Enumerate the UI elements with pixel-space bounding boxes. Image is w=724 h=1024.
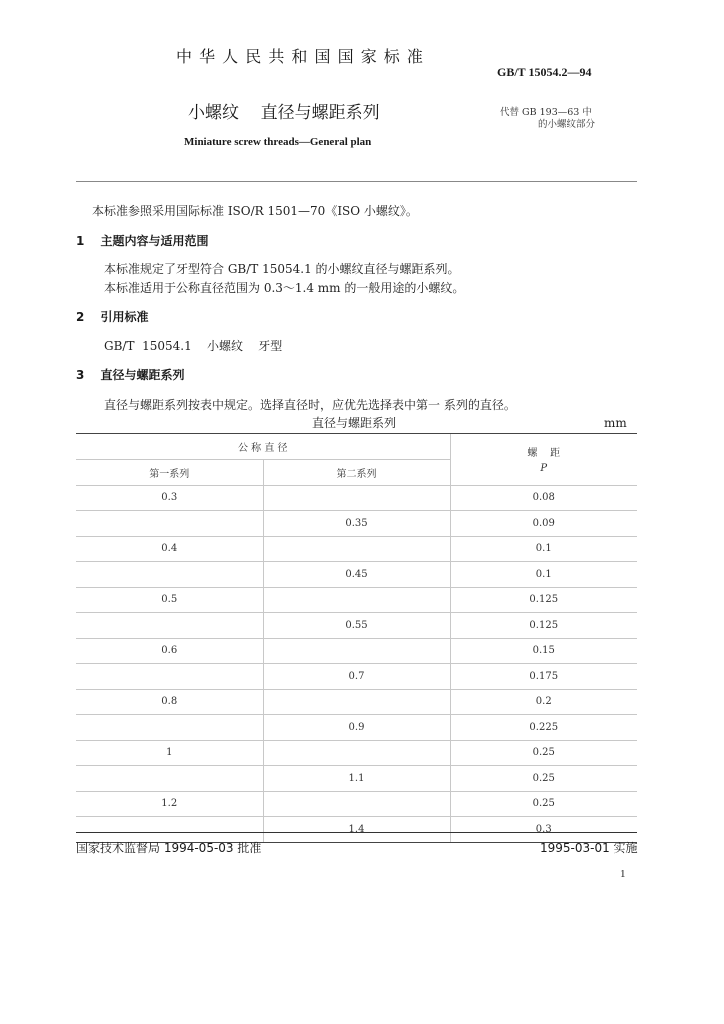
cell-pitch: 0.225	[450, 715, 637, 741]
section-3-paragraph-1: 直径与螺距系列按表中规定。选择直径时，应优先选择表中第一 系列的直径。	[104, 398, 516, 412]
section-2-number: 2	[76, 310, 85, 324]
cell-pitch: 0.175	[450, 664, 637, 690]
replaces-note-line1: 代替 GB 193—63 中	[500, 107, 592, 118]
replaces-note	[500, 107, 595, 131]
table-header-series2: 第二系列	[263, 460, 450, 486]
table-row	[76, 715, 637, 741]
cell-series2	[263, 587, 450, 613]
cell-series1	[76, 766, 263, 792]
cell-series1	[76, 511, 263, 537]
section-1-heading	[76, 232, 209, 249]
table-header-pitch-label: 螺 距	[527, 448, 561, 460]
cell-series1	[76, 613, 263, 639]
cell-series2: 1.4	[263, 817, 450, 843]
cell-series2	[263, 485, 450, 511]
cell-series2	[263, 536, 450, 562]
section-3-heading	[76, 366, 185, 383]
section-2-paragraph-1: GB/T 15054.1 小螺纹 牙型	[104, 339, 283, 353]
cell-pitch: 0.25	[450, 766, 637, 792]
cell-series1: 1.2	[76, 791, 263, 817]
cell-series1: 0.6	[76, 638, 263, 664]
table-row	[76, 587, 637, 613]
cell-series1: 0.5	[76, 587, 263, 613]
cell-series1	[76, 664, 263, 690]
organization-title: 中 华 人 民 共 和 国 国 家 标 准	[176, 47, 424, 66]
cell-series2: 1.1	[263, 766, 450, 792]
table-row	[76, 766, 637, 792]
replaces-note-line2: 的小螺纹部分	[538, 119, 596, 130]
cell-series2	[263, 791, 450, 817]
cell-pitch: 0.15	[450, 638, 637, 664]
cell-pitch: 0.3	[450, 817, 637, 843]
cell-pitch: 0.1	[450, 536, 637, 562]
table-header-group: 公 称 直 径	[76, 434, 450, 460]
section-3-title: 直径与螺距系列	[100, 368, 185, 382]
document-title-cn: 小螺纹 直径与螺距系列	[188, 103, 380, 123]
table-row	[76, 791, 637, 817]
section-2-title: 引用标准	[100, 310, 149, 324]
footer-divider	[76, 832, 637, 833]
cell-series2: 0.45	[263, 562, 450, 588]
table-row	[76, 536, 637, 562]
table-row	[76, 562, 637, 588]
table-unit: mm	[604, 416, 627, 430]
cell-pitch: 0.125	[450, 587, 637, 613]
cell-series1: 0.3	[76, 485, 263, 511]
cell-series1: 1	[76, 740, 263, 766]
section-1-title: 主题内容与适用范围	[100, 234, 209, 248]
cell-series2: 0.7	[263, 664, 450, 690]
table-row	[76, 638, 637, 664]
cell-series2: 0.9	[263, 715, 450, 741]
table-body	[76, 485, 637, 842]
section-1-paragraph-2: 本标准适用于公称直径范围为 0.3～1.4 mm 的一般用途的小螺纹。	[104, 281, 465, 295]
table-row	[76, 664, 637, 690]
standard-number: GB/T 15054.2—94	[497, 65, 592, 79]
cell-pitch: 0.09	[450, 511, 637, 537]
intro-paragraph: 本标准参照采用国际标准 ISO/R 1501—70《ISO 小螺纹》。	[92, 204, 418, 218]
cell-pitch: 0.08	[450, 485, 637, 511]
cell-series1	[76, 562, 263, 588]
table-row	[76, 740, 637, 766]
table-caption: 直径与螺距系列	[312, 416, 397, 430]
table-header-pitch	[450, 434, 637, 486]
cell-series2: 0.55	[263, 613, 450, 639]
cell-series2	[263, 638, 450, 664]
cell-series1: 0.4	[76, 536, 263, 562]
section-1-number: 1	[76, 234, 85, 248]
cell-series2	[263, 689, 450, 715]
cell-series2	[263, 740, 450, 766]
page-number: 1	[620, 868, 626, 880]
section-1-paragraph-1: 本标准规定了牙型符合 GB/T 15054.1 的小螺纹直径与螺距系列。	[104, 262, 460, 276]
cell-series1	[76, 715, 263, 741]
cell-pitch: 0.2	[450, 689, 637, 715]
cell-series1: 0.8	[76, 689, 263, 715]
document-title-en: Miniature screw threads—General plan	[184, 136, 372, 148]
header-divider	[76, 181, 637, 182]
table-header-pitch-symbol: P	[540, 463, 548, 475]
approval-date: 国家技术监督局 1994-05-03 批准	[76, 841, 262, 855]
cell-pitch: 0.25	[450, 740, 637, 766]
table-row	[76, 511, 637, 537]
cell-pitch: 0.25	[450, 791, 637, 817]
diameter-pitch-table	[76, 433, 637, 843]
cell-pitch: 0.125	[450, 613, 637, 639]
cell-pitch: 0.1	[450, 562, 637, 588]
table-row	[76, 485, 637, 511]
effective-date: 1995-03-01 实施	[540, 841, 638, 855]
cell-series2: 0.35	[263, 511, 450, 537]
section-2-heading	[76, 308, 149, 325]
table-row	[76, 689, 637, 715]
table-row	[76, 613, 637, 639]
section-3-number: 3	[76, 368, 85, 382]
table-header-series1: 第一系列	[76, 460, 263, 486]
